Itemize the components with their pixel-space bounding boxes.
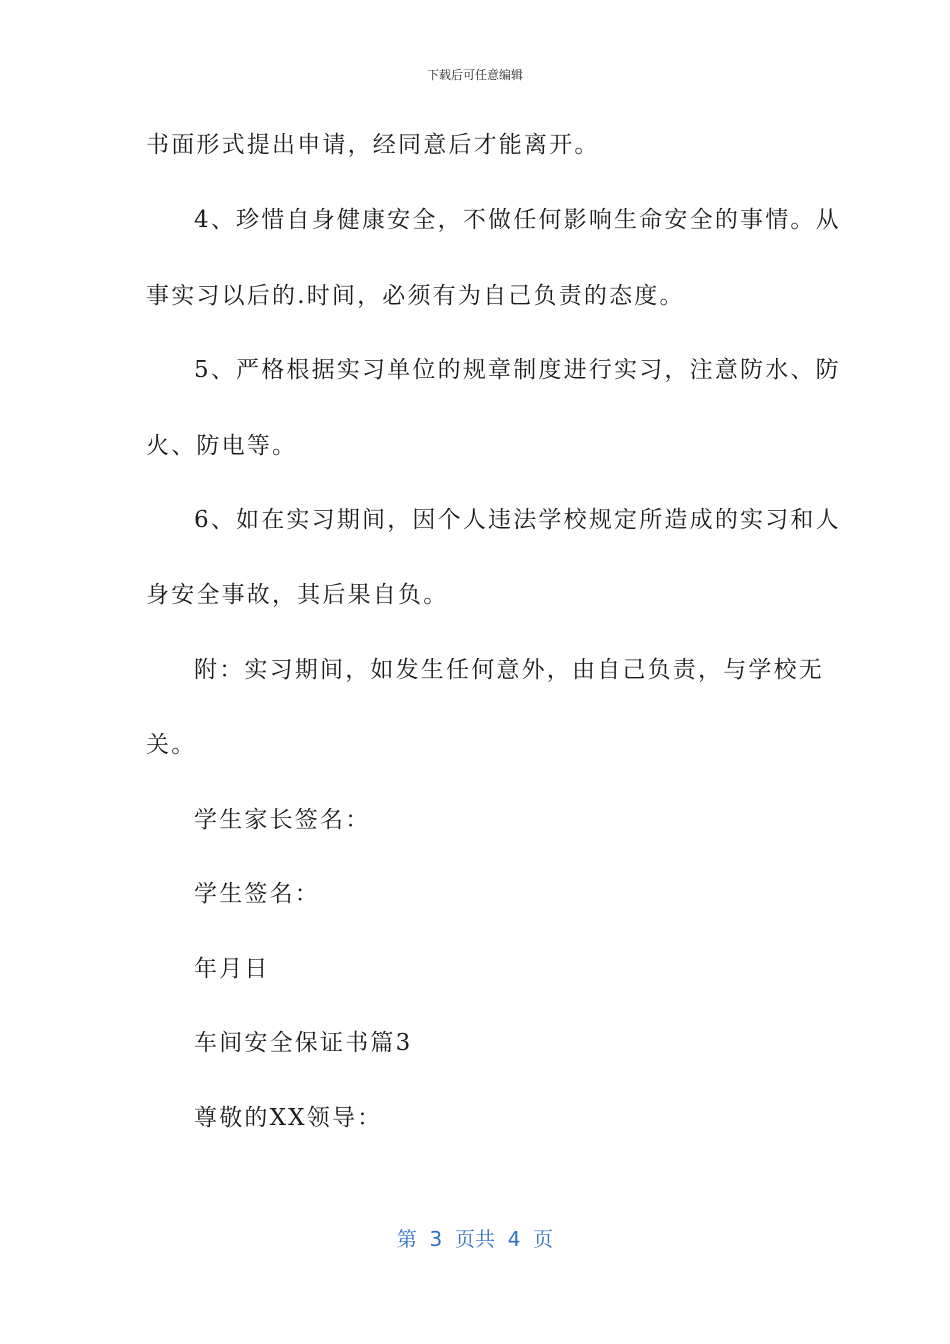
page-number-footer: 第 3 页共 4 页 [396, 1227, 554, 1251]
text-line: 火、防电等。 [146, 433, 298, 459]
text-line: 年月日 [194, 956, 270, 982]
text-line: 学生家长签名： [194, 807, 371, 833]
text-line: 学生签名： [194, 881, 320, 907]
text-line: 5、严格根据实习单位的规章制度进行实习，注意防水、防 [194, 357, 841, 383]
text-line: 6、如在实习期间，因个人违法学校规定所造成的实习和人 [194, 507, 841, 533]
section-heading: 车间安全保证书篇3 [194, 1030, 413, 1056]
text-line: 书面形式提出申请，经同意后才能离开。 [146, 132, 600, 158]
text-line: 事实习以后的.时间，必须有为自己负责的态度。 [146, 283, 685, 309]
text-line: 关。 [146, 732, 197, 758]
page-header: 下载后可任意编辑 [426, 68, 523, 82]
text-line: 附：实习期间，如发生任何意外，由自己负责，与学校无 [194, 657, 824, 683]
text-line: 4、珍惜自身健康安全，不做任何影响生命安全的事情。从 [194, 207, 841, 233]
text-line: 身安全事故，其后果自负。 [146, 582, 449, 608]
salutation: 尊敬的XX领导： [194, 1105, 383, 1131]
